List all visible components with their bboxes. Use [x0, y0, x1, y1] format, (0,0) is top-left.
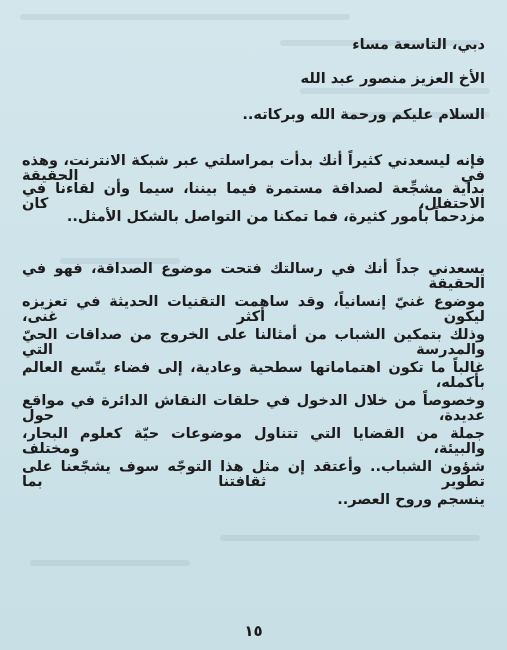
paragraph-2-line-2: موضوع غنيّ إنسانياً، وقد ساهمت التقنيات الحديثة في تعزيزه ليكون أكثر غنى،	[22, 294, 485, 325]
greeting-line: السلام عليكم ورحمة الله وبركاته..	[242, 107, 485, 123]
paragraph-2-line-7: شؤون الشباب.. وأعتقد إن مثل هذا التوجّه سوف يشجّعنا على تطوير ثقافتنا بما	[22, 459, 485, 490]
paragraph-2-line-4: غالباً ما تكون اهتماماتها سطحية وعادية، إلى فضاء يتّسع العالم بأكمله،	[22, 360, 485, 391]
paragraph-2-line-3: وذلك بتمكين الشباب من أمثالنا على الخروج من صداقات الحيّ والمدرسة التي	[22, 327, 485, 358]
paragraph-2-line-1: يسعدني جداً أنك في رسالتك فتحت موضوع الصداقة، فهو في الحقيقة	[22, 261, 485, 292]
paragraph-1-line-3: مزدحماً بأمور كثيرة، فما تمكنا من التواصل بالشكل الأمثل..	[66, 209, 485, 225]
paragraph-1-line-2: بداية مشجِّعة لصداقة مستمرة فيما بيننا، سيما وأن لقاءنا في الاحتفال، كان	[22, 181, 485, 212]
paragraph-1-line-1: فإنه ليسعدني كثيراً أنك بدأت بمراسلتي عبر شبكة الانترنت، وهذه في الحقيقة	[22, 153, 485, 184]
paragraph-2-line-5: وخصوصاً من خلال الدخول في حلقات النقاش الدائرة في مواقع عديدة، حول	[22, 393, 485, 424]
recipient-line: الأخ العزيز منصور عبد الله	[300, 71, 485, 87]
paragraph-2-line-6: جملة من القضايا التي تتناول موضوعات حيّة كعلوم البحار، والبيئة، ومختلف	[22, 426, 485, 457]
page-number: ١٥	[244, 622, 263, 640]
dateline: دبي، التاسعة مساء	[352, 37, 485, 53]
paragraph-2-line-8: ينسجم وروح العصر..	[337, 492, 485, 508]
